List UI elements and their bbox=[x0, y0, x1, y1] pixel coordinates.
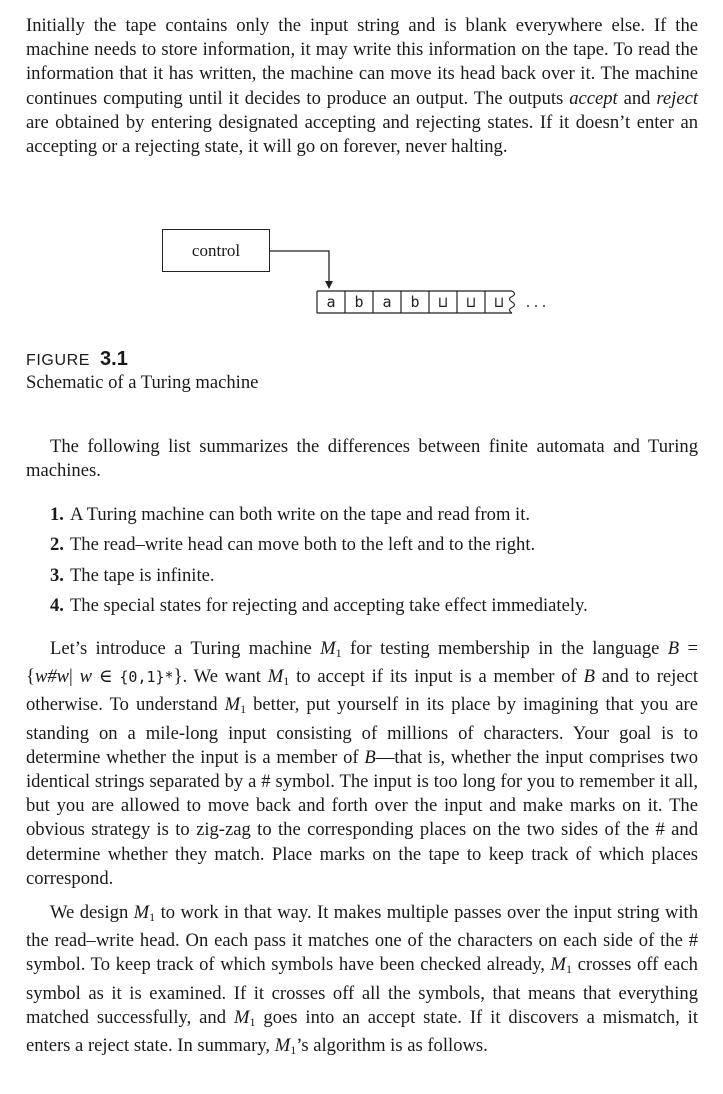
p3-text: better, put yourself in its place by imagining that you are standing on a mile-long input consisting of millions of characters. Your goal is to determine whether the input is a member of bbox=[26, 694, 698, 768]
control-label: control bbox=[191, 240, 241, 260]
tape-cell-symbol: ⊔ bbox=[494, 293, 504, 311]
p4-text: to work in that way. It makes multiple passes over the input string with the read–write head. On each pass it matches one of the characters on each side of the # symbol. To keep track of which symbols have been checked already, bbox=[26, 902, 698, 976]
m1-symbol: $M_1$ bbox=[320, 638, 342, 660]
language-b-symbol: B bbox=[364, 746, 376, 768]
list-item-text: A Turing machine can both write on the tape and read from it. bbox=[69, 504, 531, 525]
tape-cell-symbol: b bbox=[410, 293, 420, 311]
p3-text: | bbox=[69, 666, 80, 688]
p3-text: ∈ bbox=[92, 666, 120, 688]
language-b-symbol: B bbox=[583, 666, 595, 688]
p3-text: }. We want bbox=[173, 666, 268, 688]
list-item bbox=[50, 594, 588, 624]
figure-number: 3.1 bbox=[100, 348, 128, 370]
tape bbox=[317, 291, 515, 313]
list-item-text: The tape is infinite. bbox=[69, 564, 215, 586]
p4-text: goes into an accept state. If it discovers a mismatch, it enters a reject state. In summary, bbox=[26, 1006, 698, 1057]
intro-text-1: Initially the tape contains only the input string and is blank everywhere else. If the machine needs to store information, it may write this information on the tape. To read the information that it has written, the machine can move its head back over it. The machine continues computing until it decides to produce an output. The outputs bbox=[26, 15, 698, 109]
list-intro-paragraph: The following list summarizes the differences between finite automata and Turing machines. bbox=[26, 436, 698, 482]
m1-intro-paragraph bbox=[26, 637, 698, 891]
m1-symbol: $M_1$ bbox=[267, 666, 290, 689]
p3-text: —that is, whether the input comprises two identical strings separated by a # symbol. The input is too long for you to remember it all, but you are allowed to move back and forth over the input and make marks on it. The obvious strategy is to zig-zag to the corresponding places on the two sides of the # and determine whether they match. Place marks on the tape to keep track of which places correspond. bbox=[26, 746, 698, 889]
language-pattern: w#w bbox=[34, 666, 70, 688]
p4-text: crosses off each symbol as it is examined. If it crosses off all the symbols, that means that everything matched successfully, and bbox=[26, 954, 698, 1028]
m1-symbol: $M_1$ bbox=[550, 954, 573, 977]
p3-text: for testing membership in the language bbox=[341, 638, 668, 659]
list-item-text: The read–write head can move both to the left and to the right. bbox=[69, 534, 536, 556]
intro-text-and: and bbox=[617, 87, 657, 109]
figure-word: FIGURE bbox=[26, 352, 91, 369]
list-item-number: 2. bbox=[50, 534, 64, 556]
figure-caption: Schematic of a Turing machine bbox=[26, 372, 259, 393]
p4-text: We design bbox=[50, 902, 134, 923]
p3-text: = { bbox=[26, 638, 698, 688]
differences-list bbox=[50, 503, 588, 624]
p3-text: to accept if its input is a member of bbox=[289, 666, 584, 688]
alphabet-set: {0,1}* bbox=[119, 668, 174, 687]
list-item bbox=[50, 503, 588, 533]
m1-symbol: $M_1$ bbox=[274, 1035, 297, 1058]
p3-text: and to reject otherwise. To understand bbox=[26, 666, 699, 716]
m1-symbol: $M_1$ bbox=[224, 694, 247, 717]
head-arrow-icon bbox=[325, 281, 333, 289]
figure-label bbox=[26, 348, 128, 371]
list-item-number: 3. bbox=[50, 564, 64, 586]
tape-cell-symbol: b bbox=[354, 293, 364, 311]
tape-break-icon bbox=[510, 291, 515, 313]
tape-ellipsis: . . . bbox=[526, 294, 546, 311]
head-connector bbox=[270, 251, 329, 283]
p3-text: Let’s introduce a Turing machine bbox=[50, 638, 321, 659]
m1-design-paragraph bbox=[26, 901, 698, 1062]
control-box bbox=[162, 229, 270, 272]
tape-cell-symbol: a bbox=[326, 293, 336, 311]
p4-text: ’s algorithm is as follows. bbox=[296, 1035, 488, 1057]
list-item bbox=[50, 533, 588, 563]
list-item-number: 1. bbox=[50, 504, 64, 525]
m1-symbol: $M_1$ bbox=[133, 902, 156, 924]
tape-cell-symbol: a bbox=[382, 293, 392, 311]
w-symbol: w bbox=[79, 666, 92, 688]
intro-paragraph bbox=[26, 14, 698, 159]
intro-text-2: are obtained by entering designated accepting and rejecting states. If it doesn’t enter an accepting or a rejecting state, it will go on forever, never halting. bbox=[26, 111, 698, 158]
m1-symbol: $M_1$ bbox=[233, 1006, 256, 1029]
list-item-number: 4. bbox=[50, 594, 64, 616]
language-b-symbol: B bbox=[667, 638, 680, 659]
tape-cell-symbol: ⊔ bbox=[466, 293, 476, 311]
accept-term: accept bbox=[569, 87, 618, 109]
reject-term: reject bbox=[656, 87, 698, 109]
list-item-text: The special states for rejecting and accepting take effect immediately. bbox=[69, 594, 588, 616]
list-item bbox=[50, 564, 588, 594]
tape-cell-symbol: ⊔ bbox=[438, 293, 448, 311]
